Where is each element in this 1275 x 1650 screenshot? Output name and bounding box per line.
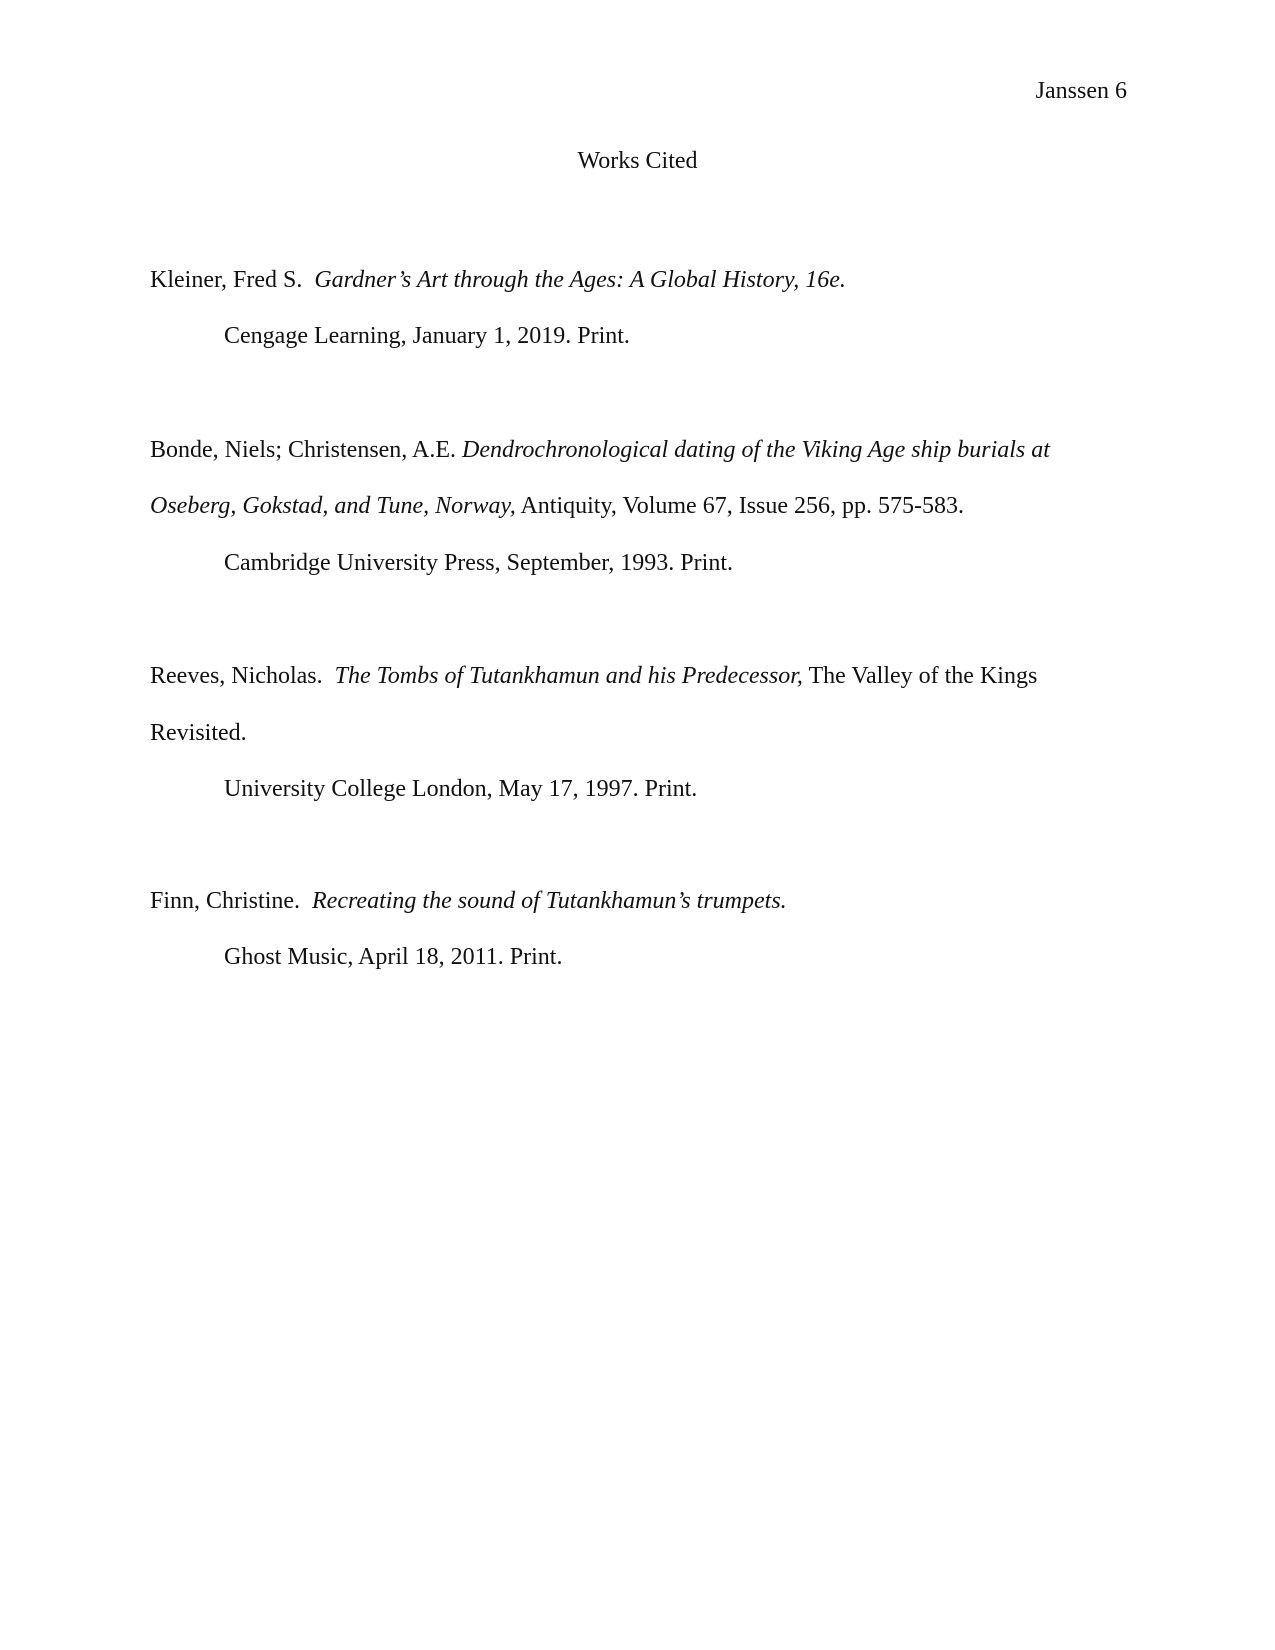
citation-author: Kleiner, Fred S. [150,267,303,293]
citation-reeves-line-1 [150,661,1037,691]
citation-publisher: Cambridge University Press, September, 1993. Print. [224,550,733,576]
citation-kleiner-line-1 [150,265,846,295]
citation-finn-line-2 [224,942,562,972]
citation-journal-details: Antiquity, Volume 67, Issue 256, pp. 575-583. [520,493,965,519]
citation-kleiner-line-2 [224,321,630,351]
citation-series: The Valley of the Kings [808,663,1038,689]
running-head: Janssen 6 [1035,78,1127,104]
citation-title: The Tombs of Tutankhamun and his Predecessor, [334,663,803,689]
citation-title: Recreating the sound of Tutankhamun’s trumpets. [312,888,787,914]
citation-finn-line-1 [150,886,787,916]
citation-reeves-line-2 [150,718,247,748]
citation-bonde-line-3 [224,548,733,578]
citation-publisher: Cengage Learning, January 1, 2019. Print. [224,323,630,349]
page-title: Works Cited [577,148,698,174]
citation-bonde-line-2 [150,491,964,521]
citation-title-continued: Oseberg, Gokstad, and Tune, Norway, [150,493,516,519]
citation-author: Finn, Christine. [150,888,301,914]
citation-title: Dendrochronological dating of the Viking Age ship burials at [461,437,1050,463]
citation-author: Bonde, Niels; Christensen, A.E. [150,437,456,463]
citation-publisher: Ghost Music, April 18, 2011. Print. [224,944,563,970]
citation-reeves-line-3 [224,774,697,804]
citation-bonde-line-1 [150,435,1050,465]
citation-author: Reeves, Nicholas. [150,663,323,689]
citation-series-continued: Revisited. [150,720,247,746]
citation-publisher: University College London, May 17, 1997. Print. [224,776,698,802]
citation-title: Gardner’s Art through the Ages: A Global History, 16e. [314,267,846,293]
